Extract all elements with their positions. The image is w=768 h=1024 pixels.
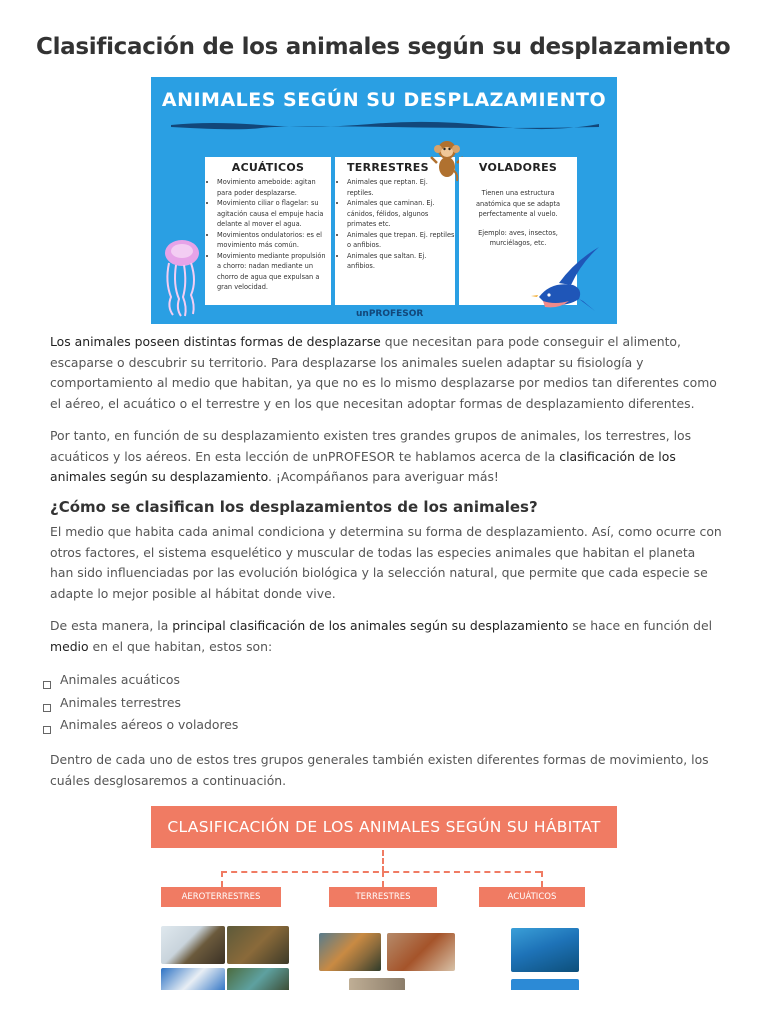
paragraph-text: El medio que habita cada animal condiciona y determina su forma de desplazamiento. Así, como ocurre con otros factores, el sistema esquelético y muscular de todas las especies animales que habitan el planeta han sido influenciadas por las evolución biológica y la selección natural, que permite que cada especie se adapte lo mejor posible al hábitat donde vive.: [50, 524, 722, 601]
paragraph-text: se hace en función del: [568, 618, 713, 633]
category-terrestres: TERRESTRES: [329, 887, 437, 907]
card-heading: TERRESTRES: [347, 161, 429, 174]
card-text: Ejemplo: aves, insectos, murciélagos, etc.: [478, 228, 558, 247]
paragraph-text: Por tanto, en función de su desplazamiento existen tres grandes grupos de animales, los terrestres, los acuáticos y los aéreos. En esta lección de unPROFESOR te hablamos acerca de la: [50, 428, 692, 464]
paragraph-5: [50, 750, 722, 791]
infographic-title: CLASIFICACIÓN DE LOS ANIMALES SEGÚN SU HÁBITAT: [151, 806, 617, 848]
card-item: • Movimiento ciliar o flagelar: su agitación causa el empuje hacia delante al mover el agua.: [217, 198, 331, 230]
card-item: • Animales que caminan. Ej. cánidos, félidos, algunos primates etc.: [347, 198, 455, 230]
card-acuaticos: [205, 157, 331, 305]
connector-line: [382, 850, 384, 872]
category-acuaticos: ACUÁTICOS: [479, 887, 585, 907]
infographic-habitat: [151, 806, 617, 990]
list-item: [40, 672, 238, 695]
brand-logo: unPROFESOR: [356, 309, 424, 319]
rabbit-photo: [349, 978, 405, 990]
bird-icon: [529, 245, 601, 315]
section-heading: ¿Cómo se clasifican los desplazamientos de los animales?: [50, 498, 538, 516]
connector-line: [382, 871, 384, 887]
page-title: Clasificación de los animales según su desplazamiento: [36, 34, 731, 60]
eagle-photo: [161, 926, 225, 964]
card-list: [205, 177, 331, 293]
link-principal-clasificacion[interactable]: principal clasificación de los animales según su desplazamiento: [172, 618, 569, 633]
link-clasificacion[interactable]: clasificación de los animales según su desplazamiento: [50, 448, 676, 484]
list-item-label: Animales acuáticos: [60, 672, 180, 687]
checkbox-bullet-icon: [43, 726, 51, 734]
card-item: • Animales que saltan. Ej. anfibios.: [347, 251, 455, 272]
card-item: • Animales que reptan. Ej. reptiles.: [347, 177, 455, 198]
paragraph-text: que necesitan para pode conseguir el alimento, escaparse o descubrir su territorio. Para desplazarse los animales suelen adaptar su fisiología y comportamiento al medio que habitan, ya que no es lo mismo desplazarse por medios tan diferentes como el aéreo, el acuático o el terrestre y en los que necesitan adoptar formas de desplazamiento diferentes.: [50, 334, 717, 411]
connector-line: [541, 871, 543, 887]
paragraph-text: en el que habitan, estos son:: [88, 638, 273, 654]
squirrel-photo: [387, 933, 455, 971]
jellyfish-icon: [157, 237, 207, 317]
hummingbird-photo: [227, 968, 289, 990]
card-item: • Movimiento mediante propulsión a chorro: nadan mediante un chorro de agua que expulsan a gran velocidad.: [217, 251, 331, 293]
paragraph-4: [50, 616, 722, 657]
sea-photo: [511, 979, 579, 990]
paragraph-3: [50, 522, 722, 604]
intro-paragraph: [50, 332, 722, 414]
link-desplazarse[interactable]: Los animales poseen distintas formas de desplazarse: [50, 334, 381, 349]
card-item: • Animales que trepan. Ej. reptiles o anfibios.: [347, 230, 455, 251]
list-item: [40, 717, 238, 740]
paragraph-text: De esta manera, la: [50, 618, 173, 633]
paragraph-text: Dentro de cada uno de estos tres grupos generales también existen diferentes formas de movimiento, los cuáles desglosaremos a continuación.: [50, 752, 709, 788]
category-aeroterrestres: AEROTERRESTRES: [161, 887, 281, 907]
connector-line: [221, 871, 223, 887]
connector-line: [221, 871, 541, 873]
link-medio[interactable]: medio: [50, 638, 89, 654]
card-text: Tienen una estructura anatómica que se adapta perfectamente al vuelo.: [475, 189, 561, 218]
paragraph-text: . ¡Acompáñanos para averiguar más!: [268, 469, 499, 484]
checkbox-bullet-icon: [43, 704, 51, 712]
card-heading: VOLADORES: [478, 161, 558, 174]
brush-stroke-divider: [171, 120, 599, 130]
list-item: [40, 695, 238, 718]
list-item-label: Animales terrestres: [60, 694, 181, 710]
card-list: [335, 177, 455, 272]
habitat-list: [40, 672, 238, 740]
owl-photo: [227, 926, 289, 964]
tiger-photo: [319, 933, 381, 971]
card-heading: ACUÁTICOS: [231, 161, 305, 174]
card-item: • Movimiento ameboide: agitan para poder desplazarse.: [217, 177, 331, 198]
checkbox-bullet-icon: [43, 681, 51, 689]
infographic-title: ANIMALES SEGÚN SU DESPLAZAMIENTO: [161, 89, 607, 111]
card-item: • Movimientos ondulatorios: es el movimiento más común.: [217, 230, 331, 251]
coral-reef-photo: [511, 928, 579, 972]
paragraph-2: [50, 426, 722, 488]
list-item-label: Animales aéreos o voladores: [60, 717, 239, 732]
infographic-desplazamiento: [151, 77, 617, 324]
stork-photo: [161, 968, 225, 990]
